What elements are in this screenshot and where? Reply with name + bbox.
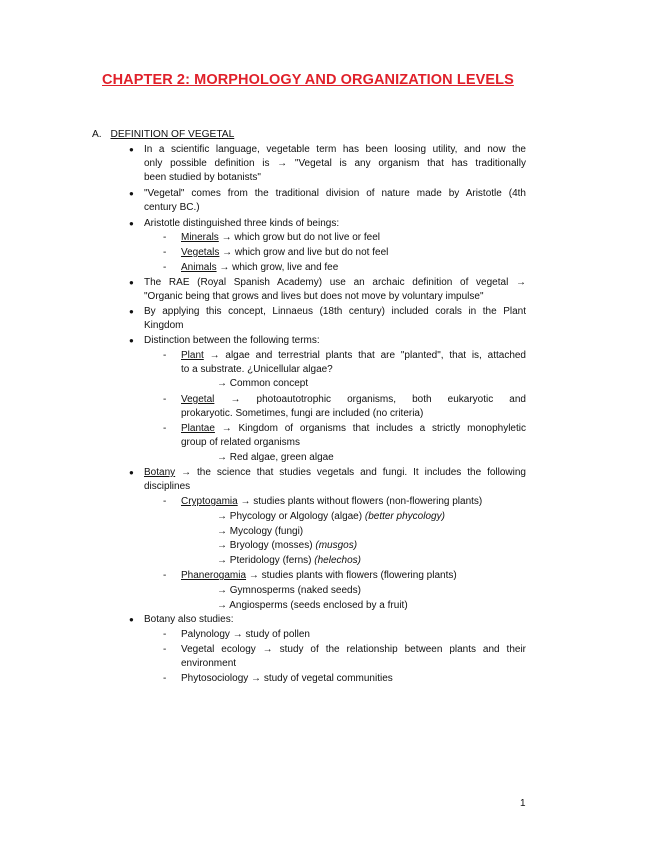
dash-icon: -: [163, 232, 167, 243]
dash-icon: -: [163, 350, 167, 361]
bullet-icon: ●: [129, 145, 134, 154]
bullet-icon: ●: [129, 219, 134, 228]
sub-sub-item: → Mycology (fungi): [217, 526, 304, 537]
dash-icon: -: [163, 394, 167, 405]
term-desc: → studies plants with flowers (flowering plants): [246, 570, 457, 581]
bullet-text: Distinction between the following terms:: [144, 335, 320, 346]
term: Animals: [181, 262, 217, 273]
bullet-icon: ●: [129, 278, 134, 287]
dash-icon: -: [163, 570, 167, 581]
term-desc: → Kingdom of organisms that includes a strictly monophyletic: [214, 423, 526, 434]
term: Minerals: [181, 232, 219, 243]
sub-item: [181, 231, 380, 245]
page-title: CHAPTER 2: MORPHOLOGY AND ORGANIZATION LEVELS: [102, 72, 514, 88]
page-number: 1: [520, 798, 526, 809]
italic-note: (helechos): [314, 555, 361, 566]
bullet-text: Aristotle distinguished three kinds of beings:: [144, 218, 340, 229]
sub-item: [181, 495, 482, 509]
section-letter: A.: [92, 129, 102, 140]
dash-icon: -: [163, 247, 167, 258]
sub-item-text: → Common concept: [217, 378, 309, 389]
sub-item: Vegetal ecology → study of the relationship between plants and their: [181, 644, 526, 655]
bullet-text: In a scientific language, vegetable term has been loosing utility, and now the: [144, 144, 526, 155]
sub-item-text: → Red algae, green algae: [217, 452, 334, 463]
sub-item: [181, 246, 388, 260]
term: Plantae: [181, 423, 215, 434]
term: Plant: [181, 350, 204, 361]
dash-icon: -: [163, 673, 167, 684]
bullet-text: been studied by botanists": [144, 172, 261, 183]
bullet-text: By applying this concept, Linnaeus (18th century) included corals in the Plant: [144, 306, 526, 317]
sub-item-text: to a substrate. ¿Unicellular algae?: [181, 364, 333, 375]
bullet-icon: ●: [129, 336, 134, 345]
bullet-text: century BC.): [144, 202, 200, 213]
dash-icon: -: [163, 496, 167, 507]
sub-sub-item: [217, 510, 445, 524]
term-desc: → algae and terrestrial plants that are "planted", that is, attached: [203, 350, 526, 361]
sub-item: [181, 393, 526, 407]
bullet-text: disciplines: [144, 481, 191, 492]
bullet-text: Botany also studies:: [144, 614, 234, 625]
sub-item: Palynology → study of pollen: [181, 629, 310, 640]
term: Vegetal: [181, 394, 215, 405]
sub-sub-item: [217, 554, 361, 568]
term: Phanerogamia: [181, 570, 247, 581]
bullet-text: [144, 466, 526, 480]
bullet-text: "Organic being that grows and lives but does not move by voluntary impulse": [144, 291, 484, 302]
sub-item: Phytosociology → study of vegetal communities: [181, 673, 393, 684]
term-desc: → studies plants without flowers (non-flowering plants): [237, 496, 483, 507]
dash-icon: -: [163, 262, 167, 273]
sub-item: [181, 349, 526, 363]
term-desc: → which grow and live but do not feel: [219, 247, 389, 258]
sub-item: [181, 422, 526, 436]
sub-sub-item: → Gymnosperms (naked seeds): [217, 585, 361, 596]
bullet-text: only possible definition is → "Vegetal is any organism that has traditionally: [144, 158, 526, 169]
bullet-text: Kingdom: [144, 320, 184, 331]
dash-icon: -: [163, 423, 167, 434]
bullet-icon: ●: [129, 189, 134, 198]
sub-sub-text: → Bryology (mosses): [217, 540, 316, 551]
sub-item-text: group of related organisms: [181, 437, 300, 448]
term: Vegetals: [181, 247, 220, 258]
section-label: DEFINITION OF VEGETAL: [110, 129, 235, 140]
sub-item-text: prokaryotic. Sometimes, fungi are included (no criteria): [181, 408, 424, 419]
sub-sub-text: → Pteridology (ferns): [217, 555, 315, 566]
sub-item: [181, 569, 457, 583]
term-desc: → photoautotrophic organisms, both eukaryotic and: [214, 394, 526, 405]
section-heading: [92, 129, 234, 140]
bullet-icon: ●: [129, 615, 134, 624]
term-desc: → which grow but do not live or feel: [218, 232, 380, 243]
bullet-icon: ●: [129, 468, 134, 477]
bullet-text: "Vegetal" comes from the traditional division of nature made by Aristotle (4th: [144, 188, 526, 199]
bullet-text: The RAE (Royal Spanish Academy) use an archaic definition of vegetal →: [144, 277, 526, 288]
italic-note: (musgos): [315, 540, 358, 551]
dash-icon: -: [163, 644, 167, 655]
sub-item-text: environment: [181, 658, 237, 669]
sub-sub-item: → Angiosperms (seeds enclosed by a fruit): [217, 600, 408, 611]
term-desc: → the science that studies vegetals and fungi. It includes the following: [175, 467, 526, 478]
term: Cryptogamia: [181, 496, 238, 507]
sub-sub-text: → Phycology or Algology (algae): [217, 511, 365, 522]
sub-item: [181, 261, 338, 275]
italic-note: (better phycology): [364, 511, 445, 522]
term-desc: → which grow, live and fee: [216, 262, 339, 273]
dash-icon: -: [163, 629, 167, 640]
term: Botany: [144, 467, 176, 478]
bullet-icon: ●: [129, 307, 134, 316]
sub-sub-item: [217, 539, 357, 553]
